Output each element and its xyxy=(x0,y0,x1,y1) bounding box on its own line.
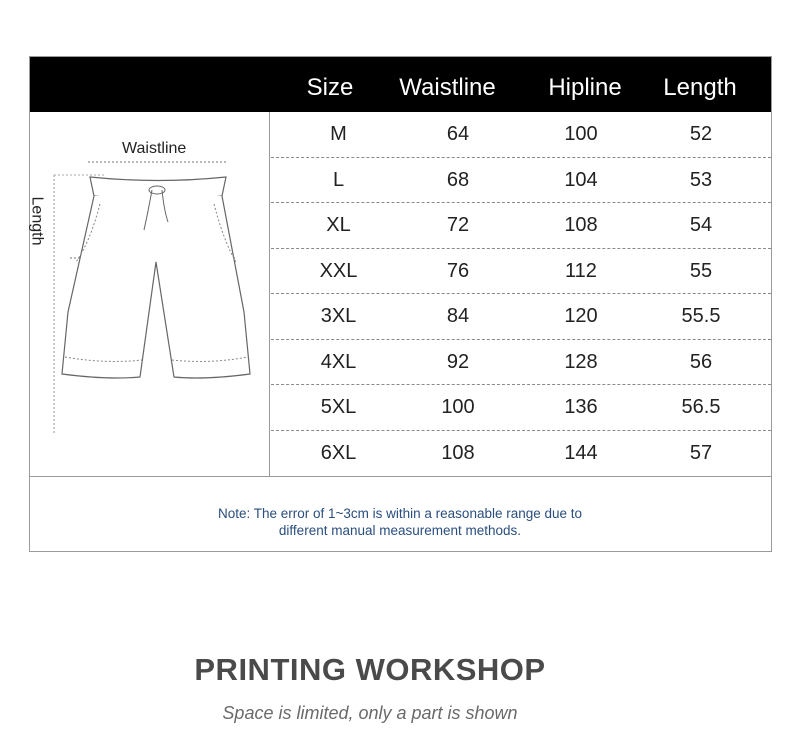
length-cell: 53 xyxy=(689,168,713,191)
length-cell: 55.5 xyxy=(681,305,721,327)
waistline-cell: 72 xyxy=(446,214,470,236)
length-cell: 55 xyxy=(689,259,713,282)
length-cell: 57 xyxy=(689,441,713,464)
table-row xyxy=(271,249,771,295)
table-row xyxy=(271,112,771,158)
workshop-subtitle: Space is limited, only a part is shown xyxy=(222,703,518,723)
length-cell: 56.5 xyxy=(681,396,721,418)
size-cell: M xyxy=(330,123,347,145)
size-cell: 6XL xyxy=(320,441,357,464)
shorts-illustration xyxy=(30,112,270,476)
note-line-2: different manual measurement methods. xyxy=(278,523,522,538)
hipline-cell: 120 xyxy=(564,305,598,327)
hipline-cell: 136 xyxy=(564,396,598,418)
table-row xyxy=(271,431,771,477)
size-cell: L xyxy=(332,168,345,191)
size-cell: 5XL xyxy=(320,396,357,418)
size-cell: 3XL xyxy=(320,305,357,327)
size-cell: XXL xyxy=(319,259,358,282)
waistline-cell: 108 xyxy=(441,441,475,464)
header-length: Length xyxy=(663,74,737,101)
length-cell: 52 xyxy=(689,123,713,145)
hipline-cell: 100 xyxy=(564,123,598,145)
table-header xyxy=(30,57,771,112)
waistline-cell: 76 xyxy=(446,259,470,282)
size-cell: 4XL xyxy=(320,350,357,373)
hipline-cell: 144 xyxy=(564,441,598,464)
hipline-cell: 128 xyxy=(564,350,598,373)
shorts-outline-icon xyxy=(30,112,270,476)
hipline-cell: 112 xyxy=(565,259,597,282)
length-cell: 56 xyxy=(689,350,713,373)
table-row xyxy=(271,385,771,431)
note-text xyxy=(150,505,650,539)
table-row xyxy=(271,294,771,340)
header-hipline: Hipline xyxy=(548,74,622,101)
note-section xyxy=(30,476,771,551)
hipline-cell: 108 xyxy=(564,214,598,236)
waistline-label: Waistline xyxy=(122,140,187,157)
table-row xyxy=(271,340,771,386)
waistline-cell: 100 xyxy=(441,396,475,418)
note-line-1: Note: The error of 1~3cm is within a reasonable range due to xyxy=(217,506,583,521)
length-label: Length xyxy=(28,196,46,246)
header-size: Size xyxy=(306,74,354,101)
waistline-cell: 92 xyxy=(446,350,470,373)
size-chart xyxy=(29,56,772,552)
waistline-cell: 68 xyxy=(446,168,470,191)
hipline-cell: 104 xyxy=(564,168,598,191)
waistline-cell: 64 xyxy=(446,123,470,145)
size-cell: XL xyxy=(326,214,351,236)
header-waistline: Waistline xyxy=(399,74,496,101)
table-row xyxy=(271,158,771,204)
waistline-cell: 84 xyxy=(446,305,470,327)
length-cell: 54 xyxy=(689,214,713,236)
table-row xyxy=(271,203,771,249)
workshop-title: PRINTING WORKSHOP xyxy=(194,652,546,687)
